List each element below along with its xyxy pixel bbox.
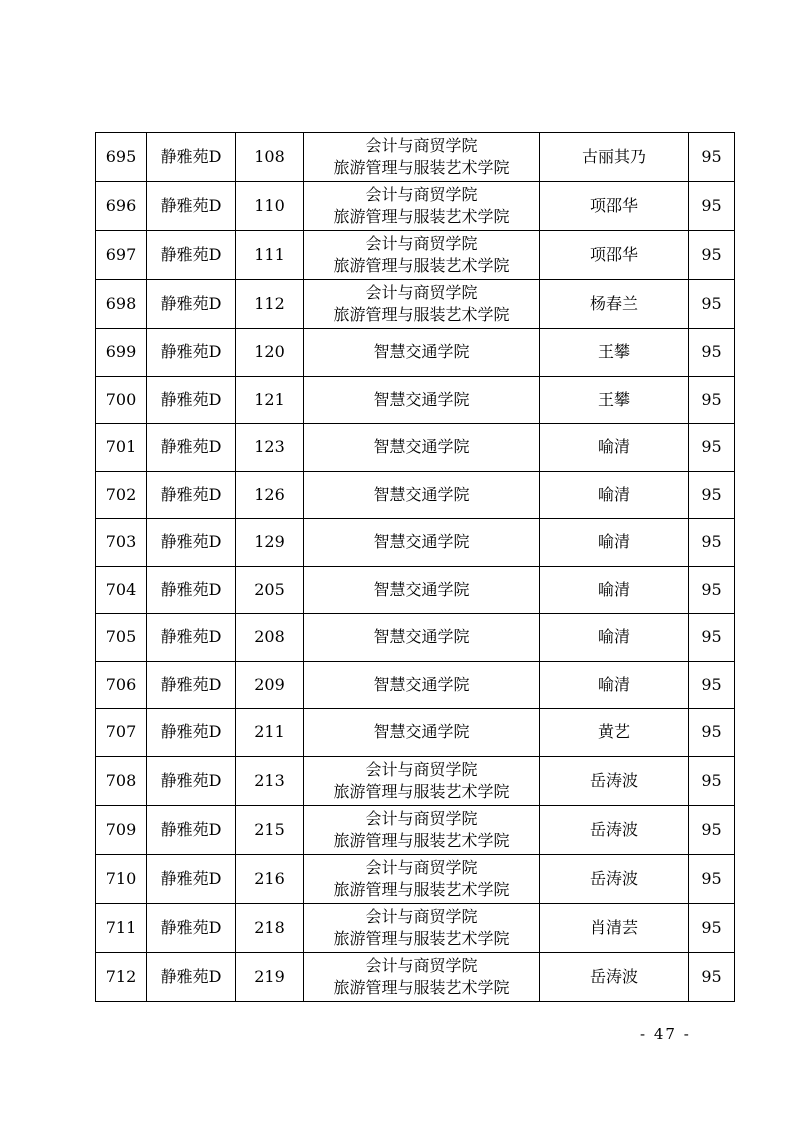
- building-cell: 静雅苑D: [147, 376, 236, 424]
- building-cell: 静雅苑D: [147, 903, 236, 952]
- inspector-name-cell: 岳涛波: [540, 805, 689, 854]
- row-number-cell: 705: [96, 614, 147, 662]
- building-cell: 静雅苑D: [147, 614, 236, 662]
- room-number-cell: 108: [236, 133, 304, 182]
- college-name-line: 智慧交通学院: [373, 484, 470, 504]
- college-name-line: 旅游管理与服装艺术学院: [333, 256, 510, 275]
- table-row: [96, 952, 735, 1001]
- college-name-line: 旅游管理与服装艺术学院: [333, 830, 510, 850]
- college-cell: [304, 329, 540, 377]
- college-name-line: 智慧交通学院: [373, 674, 470, 694]
- room-number-cell: 126: [236, 471, 304, 519]
- table-row: [96, 566, 735, 614]
- building-cell: 静雅苑D: [147, 805, 236, 854]
- score-cell: 95: [689, 329, 735, 377]
- inspector-name-cell: 喻清: [540, 519, 689, 567]
- college-cell: [304, 280, 540, 329]
- college-cell: [304, 133, 540, 182]
- college-name-line: 旅游管理与服装艺术学院: [333, 928, 510, 948]
- score-cell: 95: [689, 614, 735, 662]
- college-name-line: 会计与商贸学院: [365, 808, 478, 828]
- inspector-name-cell: 岳涛波: [540, 952, 689, 1001]
- college-name-line: 智慧交通学院: [373, 579, 470, 599]
- building-cell: 静雅苑D: [147, 709, 236, 757]
- inspector-name-cell: 黄艺: [540, 709, 689, 757]
- inspector-name-cell: 肖清芸: [540, 903, 689, 952]
- college-name-line: 智慧交通学院: [373, 722, 470, 742]
- inspector-name-cell: 喻清: [540, 471, 689, 519]
- building-cell: 静雅苑D: [147, 661, 236, 709]
- row-number-cell: 712: [96, 952, 147, 1001]
- room-number-cell: 218: [236, 903, 304, 952]
- row-number-cell: 698: [96, 280, 147, 329]
- college-name-line: 会计与商贸学院: [365, 136, 478, 155]
- dormitory-score-table: [95, 132, 735, 1002]
- college-cell: [304, 519, 540, 567]
- score-cell: 95: [689, 133, 735, 182]
- college-name-line: 会计与商贸学院: [365, 283, 478, 302]
- building-cell: 静雅苑D: [147, 854, 236, 903]
- college-name-line: 会计与商贸学院: [365, 906, 478, 926]
- score-cell: 95: [689, 854, 735, 903]
- table-row: [96, 519, 735, 567]
- college-name-line: 智慧交通学院: [373, 437, 470, 457]
- inspector-name-cell: 杨春兰: [540, 280, 689, 329]
- row-number-cell: 706: [96, 661, 147, 709]
- score-cell: 95: [689, 280, 735, 329]
- room-number-cell: 112: [236, 280, 304, 329]
- room-number-cell: 110: [236, 182, 304, 231]
- college-cell: [304, 182, 540, 231]
- row-number-cell: 695: [96, 133, 147, 182]
- college-cell: [304, 614, 540, 662]
- building-cell: 静雅苑D: [147, 424, 236, 472]
- table-row: [96, 805, 735, 854]
- table-row: [96, 424, 735, 472]
- college-name-line: 旅游管理与服装艺术学院: [333, 158, 510, 177]
- table-row: [96, 471, 735, 519]
- room-number-cell: 209: [236, 661, 304, 709]
- row-number-cell: 697: [96, 231, 147, 280]
- college-name-line: 智慧交通学院: [373, 342, 470, 362]
- room-number-cell: 121: [236, 376, 304, 424]
- table-row: [96, 614, 735, 662]
- table-row: [96, 661, 735, 709]
- inspector-name-cell: 岳涛波: [540, 854, 689, 903]
- college-cell: [304, 952, 540, 1001]
- score-cell: 95: [689, 566, 735, 614]
- building-cell: 静雅苑D: [147, 280, 236, 329]
- score-cell: 95: [689, 471, 735, 519]
- room-number-cell: 123: [236, 424, 304, 472]
- inspector-name-cell: 王攀: [540, 329, 689, 377]
- score-cell: 95: [689, 805, 735, 854]
- inspector-name-cell: 王攀: [540, 376, 689, 424]
- row-number-cell: 707: [96, 709, 147, 757]
- college-cell: [304, 566, 540, 614]
- row-number-cell: 709: [96, 805, 147, 854]
- table-row: [96, 329, 735, 377]
- building-cell: 静雅苑D: [147, 133, 236, 182]
- room-number-cell: 215: [236, 805, 304, 854]
- table-row: [96, 756, 735, 805]
- college-name-line: 旅游管理与服装艺术学院: [333, 207, 510, 226]
- inspector-name-cell: 项邵华: [540, 231, 689, 280]
- row-number-cell: 700: [96, 376, 147, 424]
- score-cell: 95: [689, 231, 735, 280]
- score-cell: 95: [689, 519, 735, 567]
- college-cell: [304, 471, 540, 519]
- inspector-name-cell: 喻清: [540, 614, 689, 662]
- college-cell: [304, 709, 540, 757]
- building-cell: 静雅苑D: [147, 231, 236, 280]
- score-cell: 95: [689, 182, 735, 231]
- score-cell: 95: [689, 661, 735, 709]
- page-number: - 47 -: [640, 1025, 691, 1043]
- room-number-cell: 216: [236, 854, 304, 903]
- inspector-name-cell: 喻清: [540, 566, 689, 614]
- college-name-line: 旅游管理与服装艺术学院: [333, 781, 510, 801]
- score-cell: 95: [689, 903, 735, 952]
- table-row: [96, 133, 735, 182]
- building-cell: 静雅苑D: [147, 756, 236, 805]
- row-number-cell: 696: [96, 182, 147, 231]
- room-number-cell: 219: [236, 952, 304, 1001]
- inspector-name-cell: 项邵华: [540, 182, 689, 231]
- college-cell: [304, 376, 540, 424]
- table-row: [96, 903, 735, 952]
- room-number-cell: 211: [236, 709, 304, 757]
- college-name-line: 智慧交通学院: [373, 627, 470, 647]
- score-cell: 95: [689, 376, 735, 424]
- row-number-cell: 699: [96, 329, 147, 377]
- table-row: [96, 182, 735, 231]
- room-number-cell: 208: [236, 614, 304, 662]
- college-name-line: 旅游管理与服装艺术学院: [333, 879, 510, 899]
- college-name-line: 会计与商贸学院: [365, 759, 478, 779]
- inspector-name-cell: 古丽其乃: [540, 133, 689, 182]
- inspector-name-cell: 喻清: [540, 661, 689, 709]
- table-body: [96, 133, 735, 1002]
- inspector-name-cell: 喻清: [540, 424, 689, 472]
- room-number-cell: 111: [236, 231, 304, 280]
- building-cell: 静雅苑D: [147, 566, 236, 614]
- row-number-cell: 708: [96, 756, 147, 805]
- inspector-name-cell: 岳涛波: [540, 756, 689, 805]
- college-name-line: 会计与商贸学院: [365, 185, 478, 204]
- building-cell: 静雅苑D: [147, 952, 236, 1001]
- room-number-cell: 205: [236, 566, 304, 614]
- building-cell: 静雅苑D: [147, 182, 236, 231]
- college-name-line: 智慧交通学院: [373, 532, 470, 552]
- room-number-cell: 129: [236, 519, 304, 567]
- college-cell: [304, 231, 540, 280]
- row-number-cell: 701: [96, 424, 147, 472]
- building-cell: 静雅苑D: [147, 519, 236, 567]
- college-name-line: 旅游管理与服装艺术学院: [333, 977, 510, 997]
- college-cell: [304, 756, 540, 805]
- row-number-cell: 710: [96, 854, 147, 903]
- college-name-line: 会计与商贸学院: [365, 234, 478, 253]
- college-name-line: 旅游管理与服装艺术学院: [333, 305, 510, 324]
- row-number-cell: 711: [96, 903, 147, 952]
- row-number-cell: 703: [96, 519, 147, 567]
- college-cell: [304, 424, 540, 472]
- college-name-line: 会计与商贸学院: [365, 955, 478, 975]
- table-row: [96, 280, 735, 329]
- room-number-cell: 213: [236, 756, 304, 805]
- score-cell: 95: [689, 709, 735, 757]
- college-cell: [304, 854, 540, 903]
- score-cell: 95: [689, 424, 735, 472]
- room-number-cell: 120: [236, 329, 304, 377]
- building-cell: 静雅苑D: [147, 471, 236, 519]
- college-name-line: 会计与商贸学院: [365, 857, 478, 877]
- score-cell: 95: [689, 952, 735, 1001]
- college-cell: [304, 903, 540, 952]
- row-number-cell: 702: [96, 471, 147, 519]
- row-number-cell: 704: [96, 566, 147, 614]
- table-row: [96, 376, 735, 424]
- college-cell: [304, 661, 540, 709]
- score-cell: 95: [689, 756, 735, 805]
- table-row: [96, 709, 735, 757]
- college-cell: [304, 805, 540, 854]
- building-cell: 静雅苑D: [147, 329, 236, 377]
- table-row: [96, 854, 735, 903]
- table-row: [96, 231, 735, 280]
- college-name-line: 智慧交通学院: [373, 389, 470, 409]
